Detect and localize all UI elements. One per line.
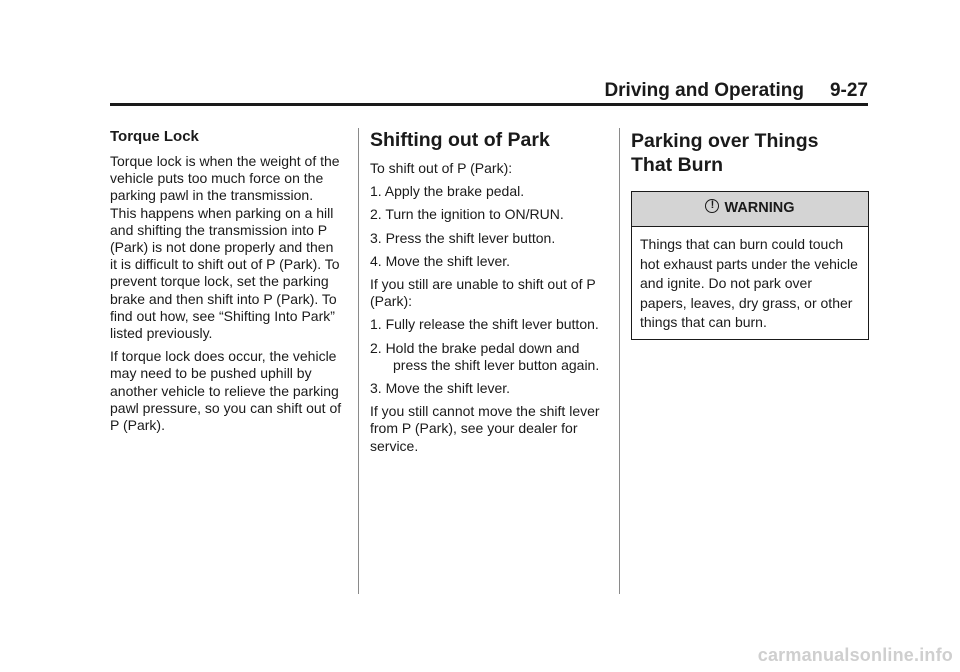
warning-header (632, 192, 868, 227)
parking-over-heading-line-1: Parking over Things (631, 130, 819, 152)
page-number: 9-27 (829, 80, 868, 101)
shift-step-3: 3. Press the shift lever button. (370, 229, 556, 246)
shifting-out-intro: To shift out of P (Park): (370, 160, 513, 176)
unable-step-1: 1. Fully release the shift lever button. (370, 316, 599, 333)
page-header (110, 80, 868, 102)
warning-box (631, 191, 869, 340)
section-title: Driving and Operating (604, 80, 804, 101)
torque-lock-paragraph-1: Torque lock is when the weight of the vehicle puts too much force on the parking pawl in the transmission. This happens when parking on a hill and shifting the transmission into P (Park) is not done properly and then it is difficult to shift out of P (Park). To prevent torque lock, set the parking brake and then shift into P (Park). To find out how, see “Shifting Into Park” listed previously. (110, 153, 340, 342)
column-shifting-out (370, 128, 606, 461)
parking-over-heading-line-2: That Burn (631, 154, 724, 176)
shifting-out-heading: Shifting out of Park (370, 129, 550, 151)
torque-lock-paragraph-2: If torque lock does occur, the vehicle may need to be pushed uphill by another vehicle to relieve the parking pawl pressure, so you can shift out of P (Park). (110, 348, 342, 434)
column-divider-1 (358, 128, 359, 594)
shifting-out-closing: If you still cannot move the shift lever from P (Park), see your dealer for service. (370, 403, 600, 454)
warning-label: WARNING (724, 200, 795, 217)
column-torque-lock (110, 128, 342, 440)
shift-step-4: 4. Move the shift lever. (370, 252, 511, 269)
parking-over-heading (631, 129, 869, 177)
warning-icon: ! (705, 199, 719, 213)
column-parking-over (631, 128, 869, 340)
warning-text: Things that can burn could touch hot exhaust parts under the vehicle and ignite. Do not park over papers, leaves, dry grass, or other things that can burn. (640, 236, 858, 330)
shift-step-2: 2. Turn the ignition to ON/RUN. (370, 206, 564, 223)
unable-intro: If you still are unable to shift out of P (Park): (370, 276, 596, 310)
header-rule (110, 103, 868, 106)
unable-step-3: 3. Move the shift lever. (370, 380, 511, 397)
unable-step-2: 2. Hold the brake pedal down and press the shift lever button again. (370, 339, 600, 373)
torque-lock-heading: Torque Lock (110, 128, 199, 145)
column-divider-2 (619, 128, 620, 594)
watermark: carmanualsonline.info (757, 645, 953, 665)
shift-step-1: 1. Apply the brake pedal. (370, 183, 525, 200)
